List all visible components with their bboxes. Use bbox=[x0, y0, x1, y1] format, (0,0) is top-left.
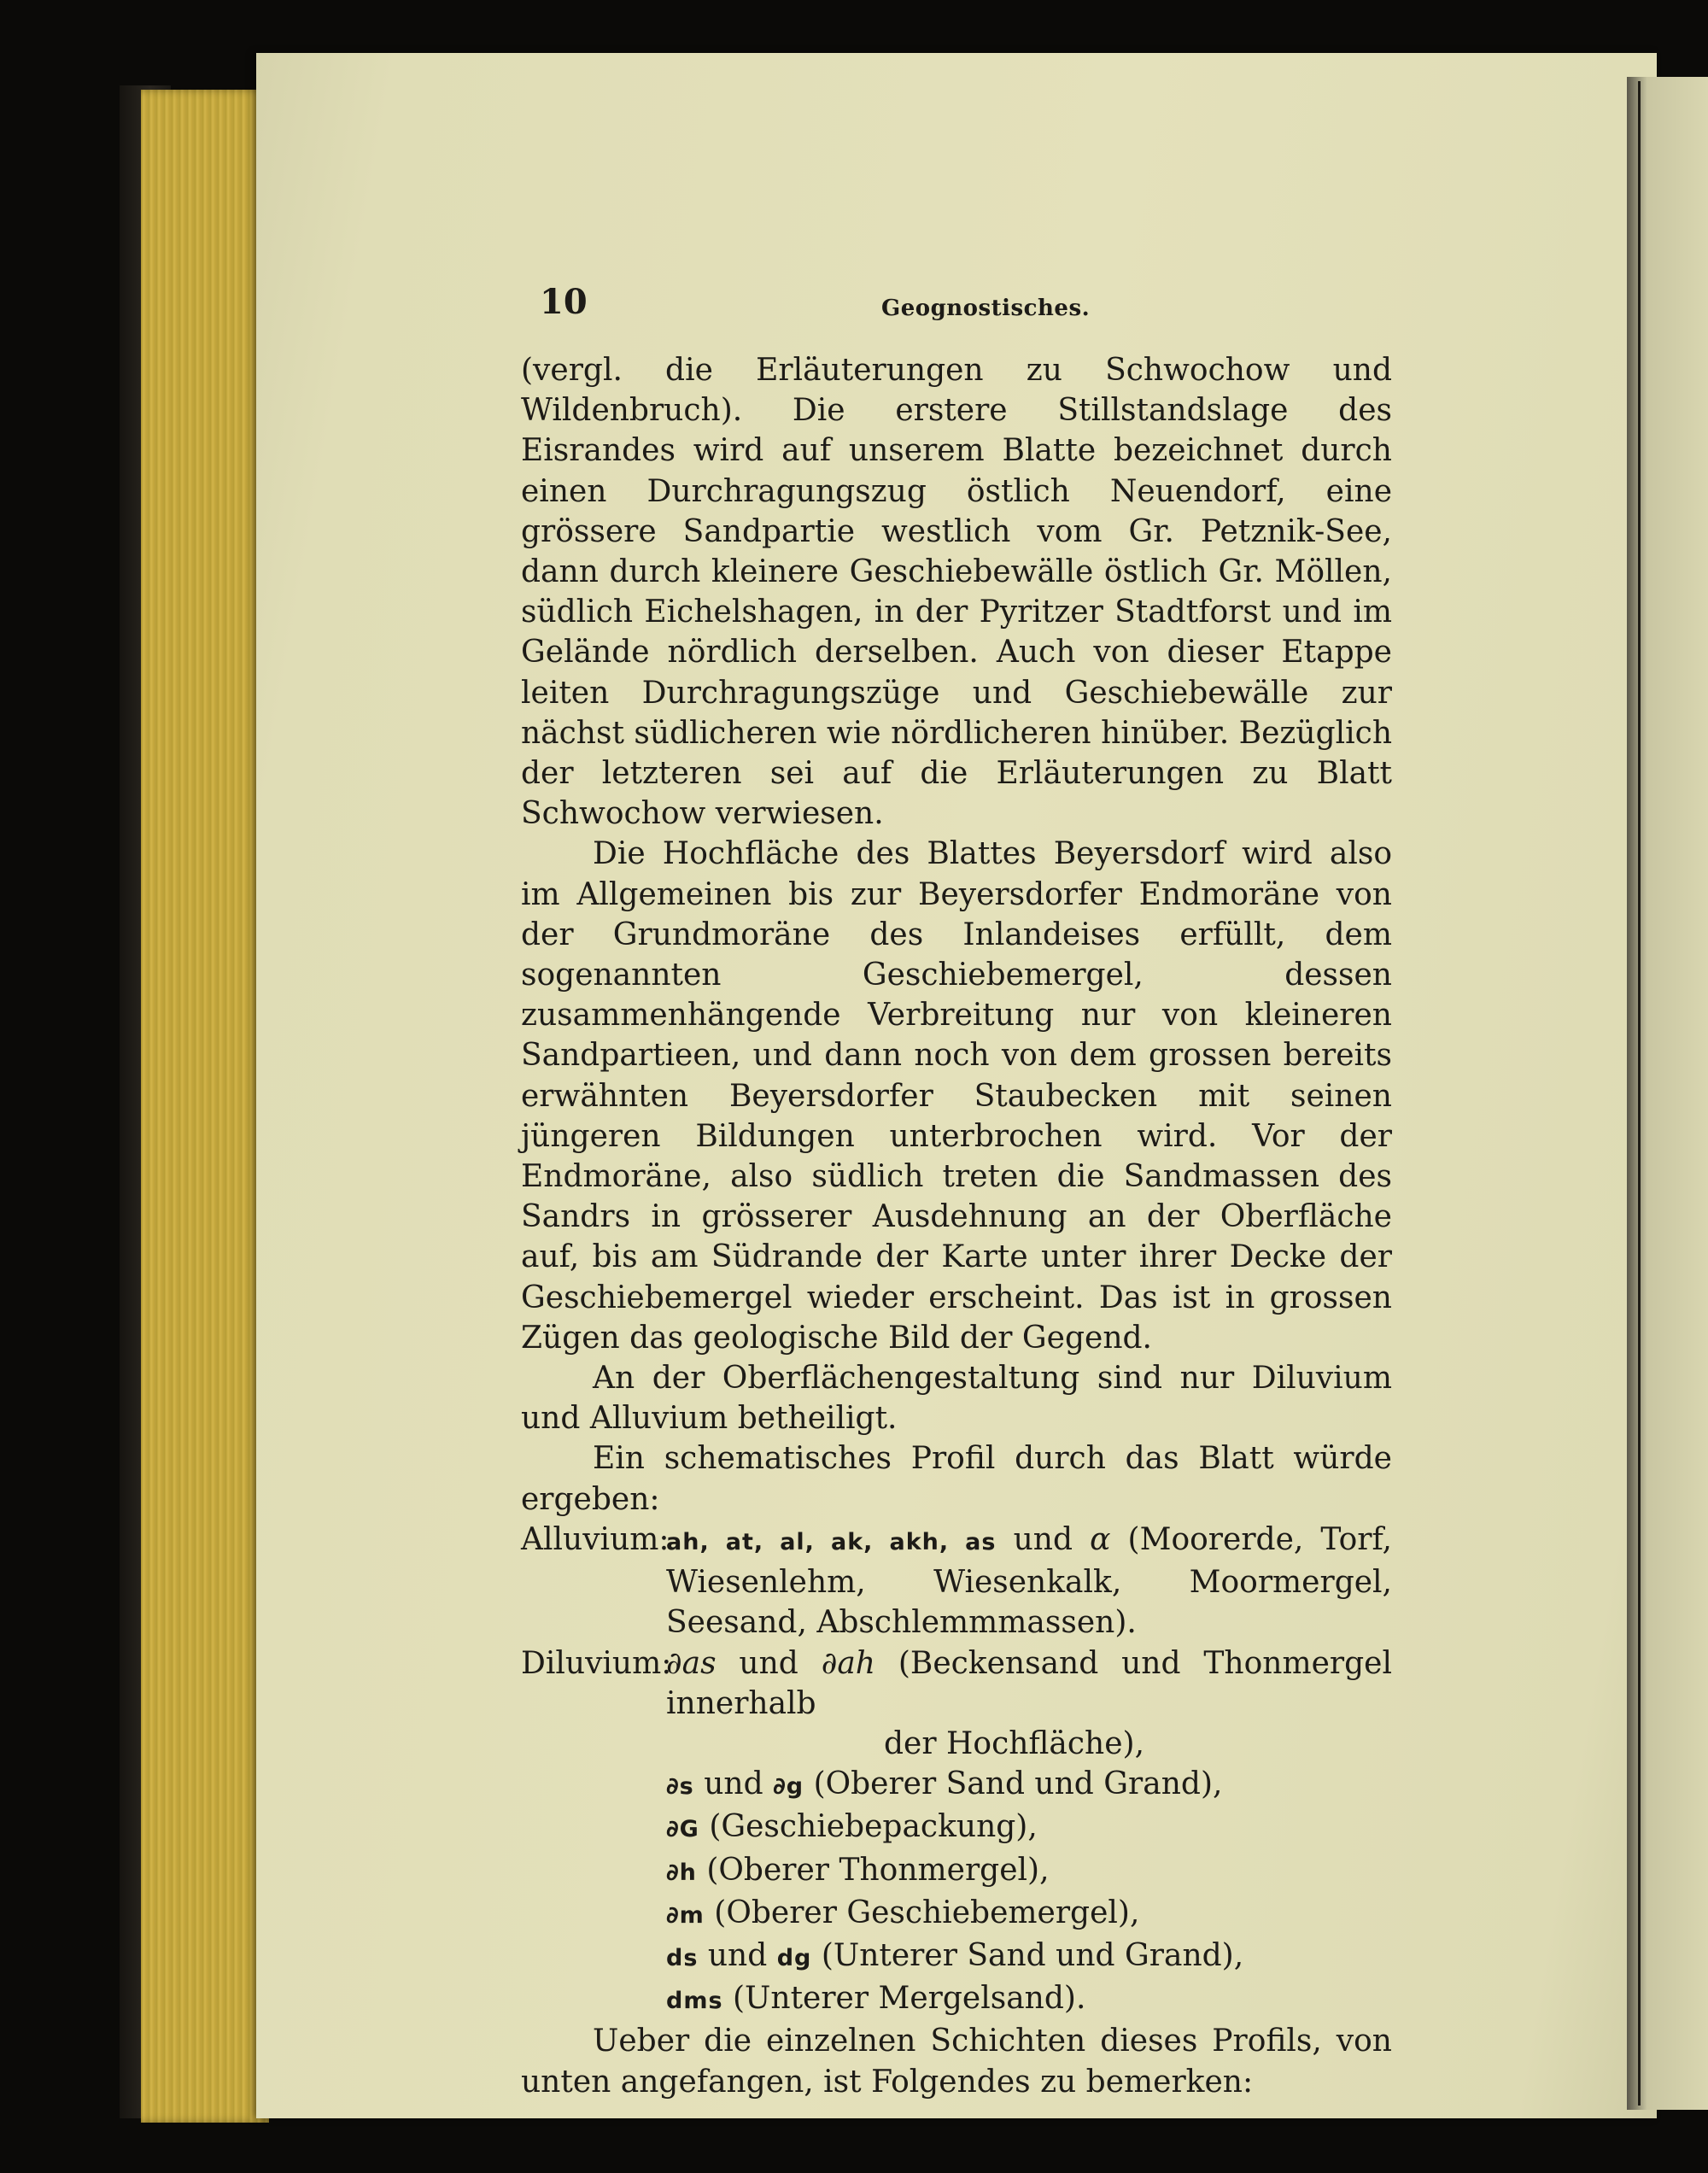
diluvium-sym-as: ∂as bbox=[666, 1645, 717, 1681]
item-text: (Geschiebepackung), bbox=[709, 1809, 1038, 1845]
gutter-line bbox=[1638, 81, 1641, 2106]
diluvium-line1-description: (Beckensand und Thonmergel innerhalb bbox=[666, 1645, 1392, 1721]
symbol-dg-upper: ∂g bbox=[773, 1773, 804, 1801]
symbol-ds-lower: ds bbox=[666, 1944, 699, 1971]
diluvium-und-1: und bbox=[739, 1645, 798, 1681]
alluvium-symbols: ah, at, al, ak, akh, as bbox=[666, 1528, 997, 1555]
item-und: und bbox=[707, 1937, 768, 1973]
alluvium-alpha: α bbox=[1090, 1521, 1111, 1557]
page-edges bbox=[141, 90, 269, 2123]
diluvium-line-1 bbox=[666, 1643, 1392, 1765]
page-body bbox=[521, 350, 1392, 2102]
diluvium-item bbox=[521, 1807, 1392, 1849]
item-text: (Oberer Sand und Grand), bbox=[813, 1766, 1223, 1802]
alluvium-description: (Moorerde, Torf, Wiesenlehm, Wiesenkalk, Moormergel, Seesand, Abschlemmmassen). bbox=[666, 1521, 1392, 1641]
running-title: Geognostisches. bbox=[881, 296, 1091, 321]
profile-intro: Ein schematisches Profil durch das Blatt würde ergeben: bbox=[521, 1441, 1392, 1517]
alluvium-label: Alluvium: bbox=[521, 1521, 670, 1557]
diluvium-item bbox=[521, 1764, 1392, 1807]
diluvium-item bbox=[521, 1936, 1392, 1978]
symbol-dms: dms bbox=[666, 1988, 723, 2015]
symbol-dg-lower: dg bbox=[776, 1944, 812, 1971]
profile-list bbox=[521, 1520, 1392, 2021]
alluvium-row bbox=[521, 1520, 1392, 1643]
diluvium-item bbox=[521, 1893, 1392, 1936]
page-header bbox=[540, 282, 1377, 333]
symbol-dh: ∂h bbox=[666, 1859, 697, 1886]
closing-paragraph: Ueber die einzelnen Schichten dieses Profils, von unten angefangen, ist Folgendes zu bemerken: bbox=[521, 2024, 1392, 2100]
item-text: (Unterer Mergelsand). bbox=[733, 1981, 1086, 2017]
item-text: (Oberer Thonmergel), bbox=[706, 1852, 1050, 1888]
paragraph-2: Die Hochfläche des Blattes Beyersdorf wird also im Allgemeinen bis zur Beyersdorfer Endmoräne von der Grundmoräne des Inlandeises erfüllt, dem sogenannten Geschiebemergel, dessen zusammenhängende Verbreitung nur von kleineren Sandpartieen, und dann noch von dem grossen bereits erwähnten Beyersdorfer Staubecken mit seinen jüngeren Bildungen unterbrochen wird. Vor der Endmoräne, also südlich treten die Sandmassen des Sandrs in grösserer Ausdehnung an der Oberfläche auf, bis am Südrande der Karte unter ihrer Decke der Geschiebemergel wieder erscheint. Das ist in grossen Zügen das geologische Bild der Gegend. bbox=[521, 836, 1392, 1356]
diluvium-line1-continuation: der Hochfläche), bbox=[884, 1725, 1145, 1761]
diluvium-row bbox=[521, 1643, 1392, 1765]
item-und: und bbox=[704, 1766, 763, 1802]
symbol-ds-upper: ∂s bbox=[666, 1773, 694, 1801]
paragraph-1: (vergl. die Erläuterungen zu Schwochow und Wildenbruch). Die erstere Stillstandslage des Eisrandes wird auf unserem Blatte bezeichnet durch einen Durchragungszug östlich Neuendorf, eine grössere Sandpartie westlich vom Gr. Petznik-See, dann durch kleinere Geschiebewälle östlich Gr. Möllen, südlich Eichelshagen, in der Pyritzer Stadtforst und im Gelände nördlich derselben. Auch von dieser Etappe leiten Durchragungszüge und Geschiebewälle zur nächst südlicheren wie nördlicheren hinüber. Bezüglich der letzteren sei auf die Erläuterungen zu Blatt Schwochow verwiesen. bbox=[521, 353, 1392, 832]
diluvium-label: Diluvium: bbox=[521, 1645, 672, 1681]
item-text: (Unterer Sand und Grand), bbox=[821, 1937, 1244, 1973]
alluvium-content bbox=[666, 1520, 1392, 1643]
diluvium-sym-ah: ∂ah bbox=[821, 1645, 875, 1681]
page-number: 10 bbox=[540, 282, 588, 322]
diluvium-item bbox=[521, 1978, 1392, 2021]
symbol-dG: ∂G bbox=[666, 1816, 699, 1843]
symbol-dm: ∂m bbox=[666, 1901, 705, 1929]
paragraph-3: An der Oberflächengestaltung sind nur Diluvium und Alluvium betheiligt. bbox=[521, 1361, 1392, 1437]
alluvium-und: und bbox=[1013, 1521, 1073, 1557]
item-text: (Oberer Geschiebemergel), bbox=[714, 1895, 1140, 1930]
diluvium-item bbox=[521, 1850, 1392, 1893]
